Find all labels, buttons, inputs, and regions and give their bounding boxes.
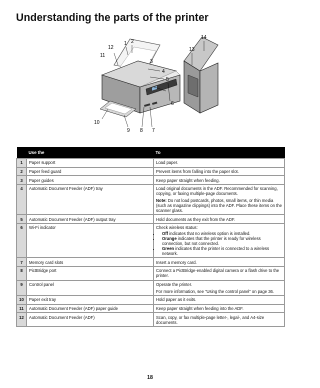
row-purpose xyxy=(154,280,285,295)
table-row xyxy=(17,167,285,176)
row-number: 4 xyxy=(17,184,27,215)
row-number: 8 xyxy=(17,266,27,280)
table-row xyxy=(17,313,285,327)
row-number: 11 xyxy=(17,304,27,313)
status-description: indicates that the printer is ready for wireless connection, but not connected. xyxy=(162,235,261,246)
parts-table xyxy=(16,147,285,327)
row-purpose: Insert a memory card. xyxy=(154,258,285,267)
table-row xyxy=(17,304,285,313)
table-row xyxy=(17,176,285,185)
callout-12: 12 xyxy=(108,45,114,51)
callout-8: 8 xyxy=(140,128,143,134)
table-row xyxy=(17,184,285,215)
callout-14: 14 xyxy=(201,35,207,41)
row-part: Automatic Document Feeder (ADF) paper guide xyxy=(27,304,154,313)
row-purpose-text: Load original documents in the ADF. Recommended for scanning, copying, or faxing multiple-page documents. xyxy=(156,186,278,197)
callout-2: 2 xyxy=(131,39,134,45)
table-row xyxy=(17,258,285,267)
row-part: Automatic Document Feeder (ADF) tray xyxy=(27,184,154,215)
status-keyword: Orange xyxy=(162,235,177,241)
row-part: Paper guides xyxy=(27,176,154,185)
callout-1: 1 xyxy=(124,41,127,47)
table-row xyxy=(17,266,285,280)
callout-11: 11 xyxy=(100,53,106,59)
list-item xyxy=(162,236,282,246)
row-purpose xyxy=(154,184,285,215)
status-keyword: Green xyxy=(162,245,175,251)
table-header-row xyxy=(17,147,285,159)
header-to: To xyxy=(154,147,285,159)
row-part: PictBridge port xyxy=(27,266,154,280)
callout-6: 6 xyxy=(171,101,174,107)
row-part: Control panel xyxy=(27,280,154,295)
status-description: indicates that no wireless option is installed. xyxy=(169,230,251,236)
list-item xyxy=(162,246,282,256)
callout-7: 7 xyxy=(152,128,155,134)
status-keyword: Off xyxy=(162,230,169,236)
row-purpose: Prevent items from falling into the paper slot. xyxy=(154,167,285,176)
row-purpose: Keep paper straight when feeding into the ADF. xyxy=(154,304,285,313)
callout-5: 5 xyxy=(166,77,169,83)
row-purpose: Connect a PictBridge-enabled digital camera or a flash drive to the printer. xyxy=(154,266,285,280)
header-number xyxy=(17,147,27,159)
callout-9: 9 xyxy=(127,128,130,134)
callout-4: 4 xyxy=(162,69,165,75)
header-use-the: Use the xyxy=(27,147,154,159)
row-purpose xyxy=(154,224,285,258)
row-number: 1 xyxy=(17,159,27,168)
row-number: 10 xyxy=(17,296,27,305)
row-number: 2 xyxy=(17,167,27,176)
row-purpose: Load paper. xyxy=(154,159,285,168)
callout-13: 13 xyxy=(189,47,195,53)
row-number: 6 xyxy=(17,224,27,258)
table-row xyxy=(17,224,285,258)
note-text: Do not load postcards, photos, small items, or thin media (such as magazine clippings) into the ADF. Place these items on the scanner glass. xyxy=(156,198,282,214)
row-purpose: Hold paper as it exits. xyxy=(154,296,285,305)
cross-reference: For more information, see “Using the control panel” on page 36. xyxy=(156,288,275,294)
row-purpose: Scan, copy, or fax multiple-page letter-, legal-, and A4-size documents. xyxy=(154,313,285,327)
row-part: Memory card slots xyxy=(27,258,154,267)
row-purpose: Hold documents as they exit from the ADF. xyxy=(154,215,285,224)
row-purpose-text: Operate the printer. xyxy=(156,281,193,287)
row-number: 9 xyxy=(17,280,27,295)
wifi-status-list xyxy=(156,231,282,256)
row-number: 5 xyxy=(17,215,27,224)
row-part: Paper support xyxy=(27,159,154,168)
table-row xyxy=(17,159,285,168)
note-label: Note: xyxy=(156,198,167,204)
row-part: Paper exit tray xyxy=(27,296,154,305)
row-purpose-text: Check wireless status: xyxy=(156,225,198,231)
table-row xyxy=(17,280,285,295)
status-description: indicates that the printer is connected to a wireless network. xyxy=(162,245,270,256)
row-number: 12 xyxy=(17,313,27,327)
row-part: Automatic Document Feeder (ADF) output tray xyxy=(27,215,154,224)
callout-10: 10 xyxy=(94,120,100,126)
table-row xyxy=(17,296,285,305)
callout-3: 3 xyxy=(150,59,153,65)
row-part: Wi-Fi indicator xyxy=(27,224,154,258)
table-row xyxy=(17,215,285,224)
row-purpose: Keep paper straight when feeding. xyxy=(154,176,285,185)
printer-illustration xyxy=(80,31,220,136)
page-number: 18 xyxy=(147,375,153,381)
row-part: Paper feed guard xyxy=(27,167,154,176)
row-number: 3 xyxy=(17,176,27,185)
row-number: 7 xyxy=(17,258,27,267)
row-part: Automatic Document Feeder (ADF) xyxy=(27,313,154,327)
note xyxy=(156,198,282,213)
page-title: Understanding the parts of the printer xyxy=(16,12,209,24)
